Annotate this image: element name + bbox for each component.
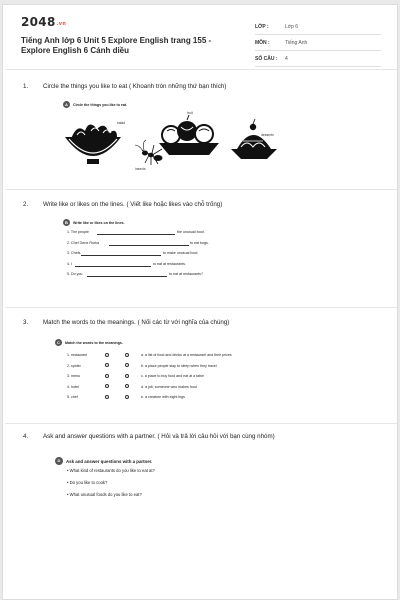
fill-line bbox=[63, 227, 273, 238]
discussion-question: • Do you like to cook? bbox=[67, 480, 108, 485]
match-row bbox=[63, 350, 313, 361]
match-meaning: b. a place people stay to sleep when they travel bbox=[141, 363, 217, 368]
divider bbox=[5, 307, 397, 308]
meta-key: MÔN : bbox=[255, 40, 270, 46]
question-number: 2. bbox=[23, 201, 29, 208]
label-insects: insects bbox=[135, 167, 146, 171]
match-row bbox=[63, 382, 313, 393]
discussion-questions bbox=[63, 465, 263, 501]
divider bbox=[5, 189, 397, 190]
line-start: 3. Chefs bbox=[67, 251, 81, 255]
fill-line bbox=[63, 238, 273, 249]
meta-value: 4 bbox=[285, 56, 288, 62]
question-number: 1. bbox=[23, 83, 29, 90]
food-pictures bbox=[63, 109, 283, 175]
line-start: 1. The people bbox=[67, 230, 89, 234]
discussion-question: • What kind of restaurants do you like to eat at? bbox=[67, 468, 155, 473]
site-logo[interactable] bbox=[21, 15, 66, 29]
line-end: to eat at restaurants. bbox=[153, 261, 186, 266]
exercise-a-title bbox=[63, 101, 127, 108]
match-word: 4. hotel bbox=[67, 384, 79, 389]
exercise-title: Ask and answer questions with a partner. bbox=[66, 458, 153, 464]
exercise-badge: A bbox=[63, 101, 70, 108]
exercise-badge: B bbox=[63, 219, 70, 226]
label-fruit: fruit bbox=[187, 111, 193, 115]
exercise-title: Write like or likes on the lines. bbox=[73, 220, 125, 225]
match-word: 1. restaurant bbox=[67, 353, 88, 357]
match-dot-right[interactable] bbox=[125, 374, 129, 378]
meta-key: SỐ CÂU : bbox=[255, 56, 278, 62]
question-number: 4. bbox=[23, 433, 29, 440]
match-dot-right[interactable] bbox=[125, 395, 129, 399]
answer-blank[interactable] bbox=[109, 245, 189, 246]
line-start: 4. I bbox=[67, 261, 72, 266]
line-end: to make unusual food. bbox=[163, 251, 199, 255]
exercise-c-title bbox=[55, 339, 123, 346]
question-2 bbox=[23, 201, 222, 208]
question-3 bbox=[23, 319, 229, 326]
match-dot-left[interactable] bbox=[105, 353, 109, 357]
answer-blank[interactable] bbox=[97, 234, 175, 235]
exercise-title: Match the words to the meanings. bbox=[65, 340, 123, 345]
fill-line bbox=[63, 269, 273, 280]
meta-table bbox=[255, 19, 381, 67]
answer-blank[interactable] bbox=[75, 266, 151, 267]
worksheet-page bbox=[2, 4, 398, 600]
meta-row-subject bbox=[255, 35, 381, 51]
question-text: Circle the things you like to eat ( Khoanh tròn những thứ bạn thích) bbox=[43, 83, 227, 90]
insects-picture[interactable] bbox=[135, 140, 163, 165]
line-end: the unusual food. bbox=[177, 230, 205, 234]
fruit-picture[interactable] bbox=[159, 115, 219, 155]
exercise-title: Circle the things you like to eat. bbox=[73, 102, 128, 107]
desserts-picture[interactable] bbox=[231, 119, 277, 159]
line-start: 5. Do you bbox=[67, 272, 83, 276]
meta-row-class bbox=[255, 19, 381, 35]
line-end: to eat at restaurants? bbox=[169, 272, 203, 276]
line-end: to eat bugs. bbox=[190, 240, 209, 245]
answer-blank[interactable] bbox=[87, 276, 167, 277]
match-meaning: c. a place to buy food and eat at a table bbox=[141, 374, 204, 378]
question-text: Write like or likes on the lines. ( Viết like hoặc likes vào chỗ trống) bbox=[43, 201, 223, 208]
salad-picture[interactable] bbox=[65, 124, 121, 164]
match-meaning: d. a job; someone who makes food bbox=[141, 384, 197, 389]
match-word: 5. chef bbox=[67, 395, 78, 399]
match-dot-left[interactable] bbox=[105, 395, 109, 399]
divider bbox=[5, 423, 397, 424]
discussion-question: • What unusual foods do you like to eat? bbox=[67, 492, 142, 497]
page-title: Tiếng Anh lớp 6 Unit 5 Explore English trang 155 - Explore English 6 Cánh diều bbox=[21, 36, 212, 55]
question-text: Match the words to the meanings. ( Nối các từ với nghĩa của chúng) bbox=[43, 319, 230, 326]
match-word: 2. spider bbox=[67, 363, 81, 368]
meta-value: Tiếng Anh bbox=[285, 40, 308, 46]
match-dot-left[interactable] bbox=[105, 374, 109, 378]
question-text: Ask and answer questions with a partner. ( Hỏi và trả lời câu hỏi với bạn cùng nhóm) bbox=[43, 433, 275, 440]
fill-line bbox=[63, 259, 273, 270]
label-salad: salad bbox=[117, 121, 126, 125]
question-1 bbox=[23, 83, 226, 90]
match-dot-right[interactable] bbox=[125, 353, 129, 357]
question-number: 3. bbox=[23, 319, 29, 326]
meta-row-count bbox=[255, 51, 381, 67]
match-meaning: e. a creature with eight legs bbox=[141, 395, 185, 399]
fill-line bbox=[63, 248, 273, 259]
logo-domain: .vn bbox=[56, 21, 67, 27]
match-row bbox=[63, 361, 313, 372]
match-word: 3. menu bbox=[67, 374, 80, 378]
match-dot-left[interactable] bbox=[105, 384, 109, 388]
line-start: 2. Chef Gene Rurka bbox=[67, 240, 99, 245]
food-illustrations bbox=[63, 109, 283, 175]
label-desserts: desserts bbox=[261, 133, 274, 137]
meta-value: Lớp 6 bbox=[285, 24, 299, 30]
exercise-b-title bbox=[63, 219, 124, 226]
question-4 bbox=[23, 433, 275, 440]
meta-key: LỚP : bbox=[255, 24, 269, 30]
worksheet-header bbox=[21, 13, 381, 73]
match-dot-left[interactable] bbox=[105, 363, 109, 367]
match-dot-right[interactable] bbox=[125, 363, 129, 367]
fill-in-lines bbox=[63, 227, 273, 280]
match-row bbox=[63, 371, 313, 382]
exercise-badge: D bbox=[55, 457, 63, 465]
exercise-d-title bbox=[55, 457, 152, 465]
answer-blank[interactable] bbox=[81, 255, 161, 256]
match-row bbox=[63, 392, 313, 403]
logo-main: 2048 bbox=[21, 15, 56, 29]
matching-table bbox=[63, 350, 313, 403]
match-meaning: a. a list of food and drinks at a restaurant and their prices bbox=[141, 353, 232, 357]
divider bbox=[5, 69, 397, 70]
exercise-badge: C bbox=[55, 339, 62, 346]
match-dot-right[interactable] bbox=[125, 384, 129, 388]
